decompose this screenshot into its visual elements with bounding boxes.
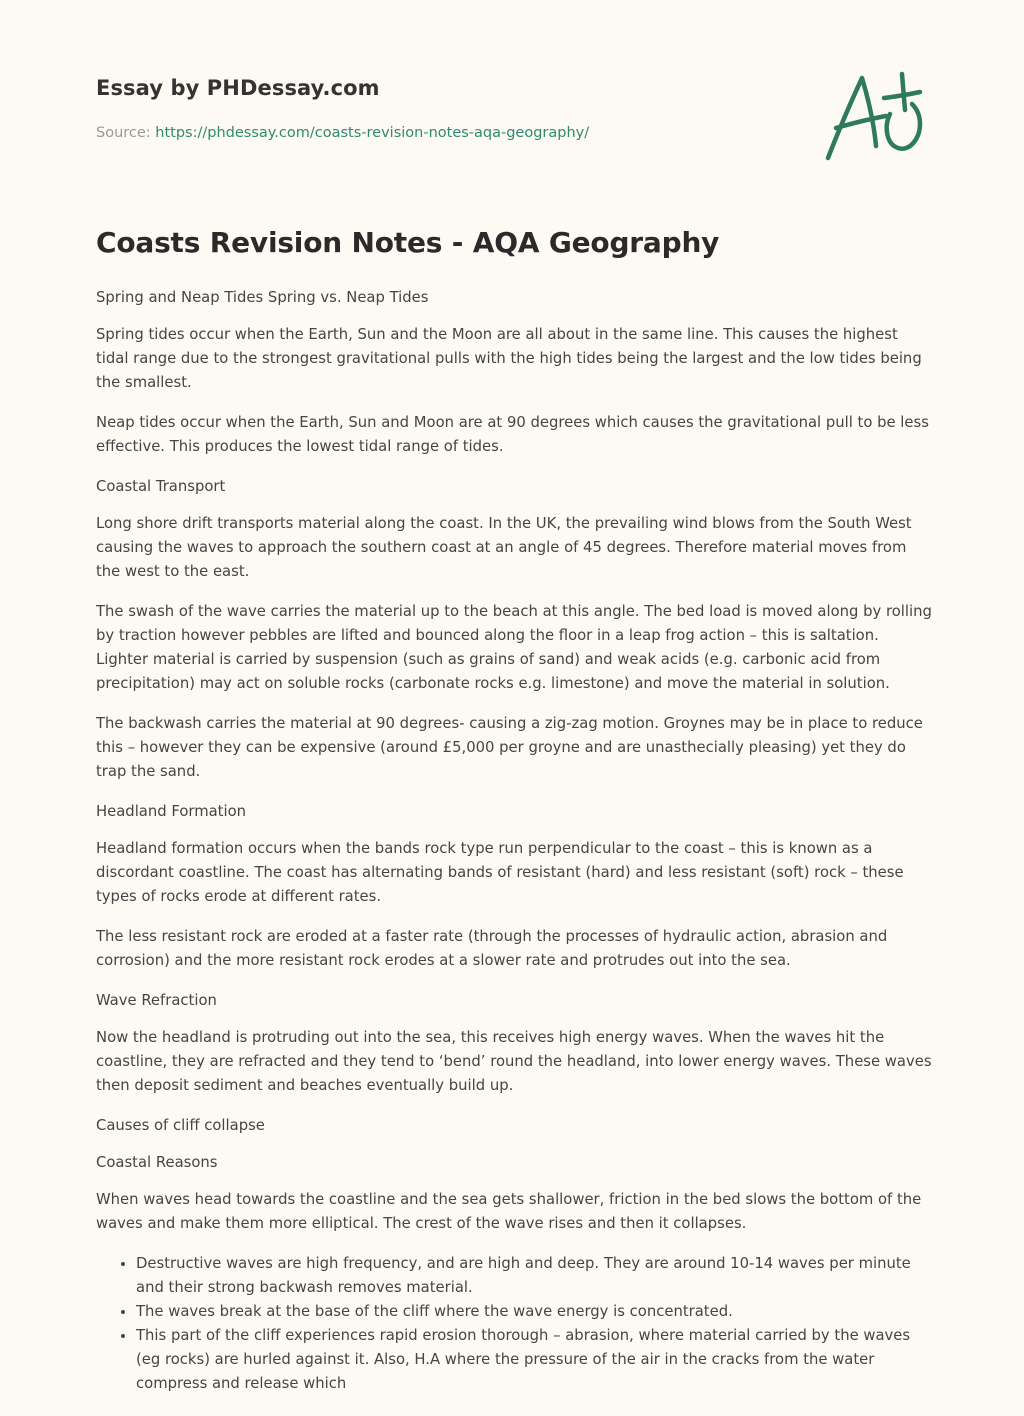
- list-item: • The waves break at the base of the cliff where the wave energy is concentrated.: [136, 1300, 932, 1324]
- section-heading-causes: Causes of cliff collapse: [96, 1117, 265, 1134]
- paragraph-spring-tides: Spring tides occur when the Earth, Sun and the Moon are all about in the same line. This causes the highest tidal range due to the strongest gravitational pulls with the high tides being the largest and the low tides being the smallest.: [96, 326, 922, 391]
- paragraph-refraction: Now the headland is protruding out into the sea, this receives high energy waves. When the waves hit the coastline, they are refracted and they tend to ‘bend’ round the headland, into lower energy waves. These waves then deposit sediment and beaches eventually build up.: [96, 1029, 932, 1094]
- page-title: Coasts Revision Notes - AQA Geography: [96, 226, 720, 259]
- paragraph-coastal-reasons: When waves head towards the coastline and the sea gets shallower, friction in the bed slows the bottom of the waves and make them more elliptical. The crest of the wave rises and then it collapses.: [96, 1191, 922, 1232]
- bullet-list: [96, 1252, 932, 1396]
- section-heading-transport: Coastal Transport: [96, 478, 226, 495]
- page-header: [96, 0, 932, 190]
- document-page: [96, 0, 932, 1392]
- list-item: • Destructive waves are high frequency, and are high and deep. They are around 10-14 waves per minute and their strong backwash removes material.: [136, 1252, 932, 1300]
- essay-content: [96, 286, 932, 1396]
- section-heading-tides: Spring and Neap Tides Spring vs. Neap Tides: [96, 289, 429, 306]
- paragraph-headland-1: Headland formation occurs when the bands rock type run perpendicular to the coast – this is known as a discordant coastline. The coast has alternating bands of resistant (hard) and less resistant (soft) rock – these types of rocks erode at different rates.: [96, 840, 904, 905]
- section-heading-coastal-reasons: Coastal Reasons: [96, 1154, 218, 1171]
- section-heading-refraction: Wave Refraction: [96, 992, 217, 1009]
- paragraph-neap-tides: Neap tides occur when the Earth, Sun and Moon are at 90 degrees which causes the gravitational pull to be less effective. This produces the lowest tidal range of tides.: [96, 414, 929, 455]
- paragraph-backwash: The backwash carries the material at 90 degrees- causing a zig-zag motion. Groynes may be in place to reduce this – however they can be expensive (around £5,000 per groyne and are unasthecially pleasing) yet they do trap the sand.: [96, 715, 923, 780]
- list-item: • This part of the cliff experiences rapid erosion thorough – abrasion, where material carried by the waves (eg rocks) are hurled against it. Also, H.A where the pressure of the air in the cracks from the water compress and release which: [136, 1324, 932, 1396]
- section-heading-headland: Headland Formation: [96, 803, 247, 820]
- source-link[interactable]: https://phdessay.com/coasts-revision-notes-aqa-geography/: [155, 125, 590, 141]
- site-brand: Essay by PHDessay.com: [96, 76, 380, 100]
- paragraph-headland-2: The less resistant rock are eroded at a faster rate (through the processes of hydraulic action, abrasion and corrosion) and the more resistant rock erodes at a slower rate and protrudes out into the sea.: [96, 928, 888, 969]
- paragraph-longshore-drift: Long shore drift transports material along the coast. In the UK, the prevailing wind blows from the South West causing the waves to approach the southern coast at an angle of 45 degrees. Therefore material moves from the west to the east.: [96, 515, 912, 580]
- source-label: Source:: [96, 125, 151, 141]
- a-plus-grade-logo-icon: [824, 68, 928, 164]
- source-line: [96, 125, 589, 141]
- paragraph-swash: The swash of the wave carries the material up to the beach at this angle. The bed load is moved along by rolling by traction however pebbles are lifted and bounced along the floor in a leap frog action – this is saltation. Lighter material is carried by suspension (such as grains of sand) and weak acids (e.g. carbonic acid from precipitation) may act on soluble rocks (carbonate rocks e.g. limestone) and move the material in solution.: [96, 603, 932, 692]
